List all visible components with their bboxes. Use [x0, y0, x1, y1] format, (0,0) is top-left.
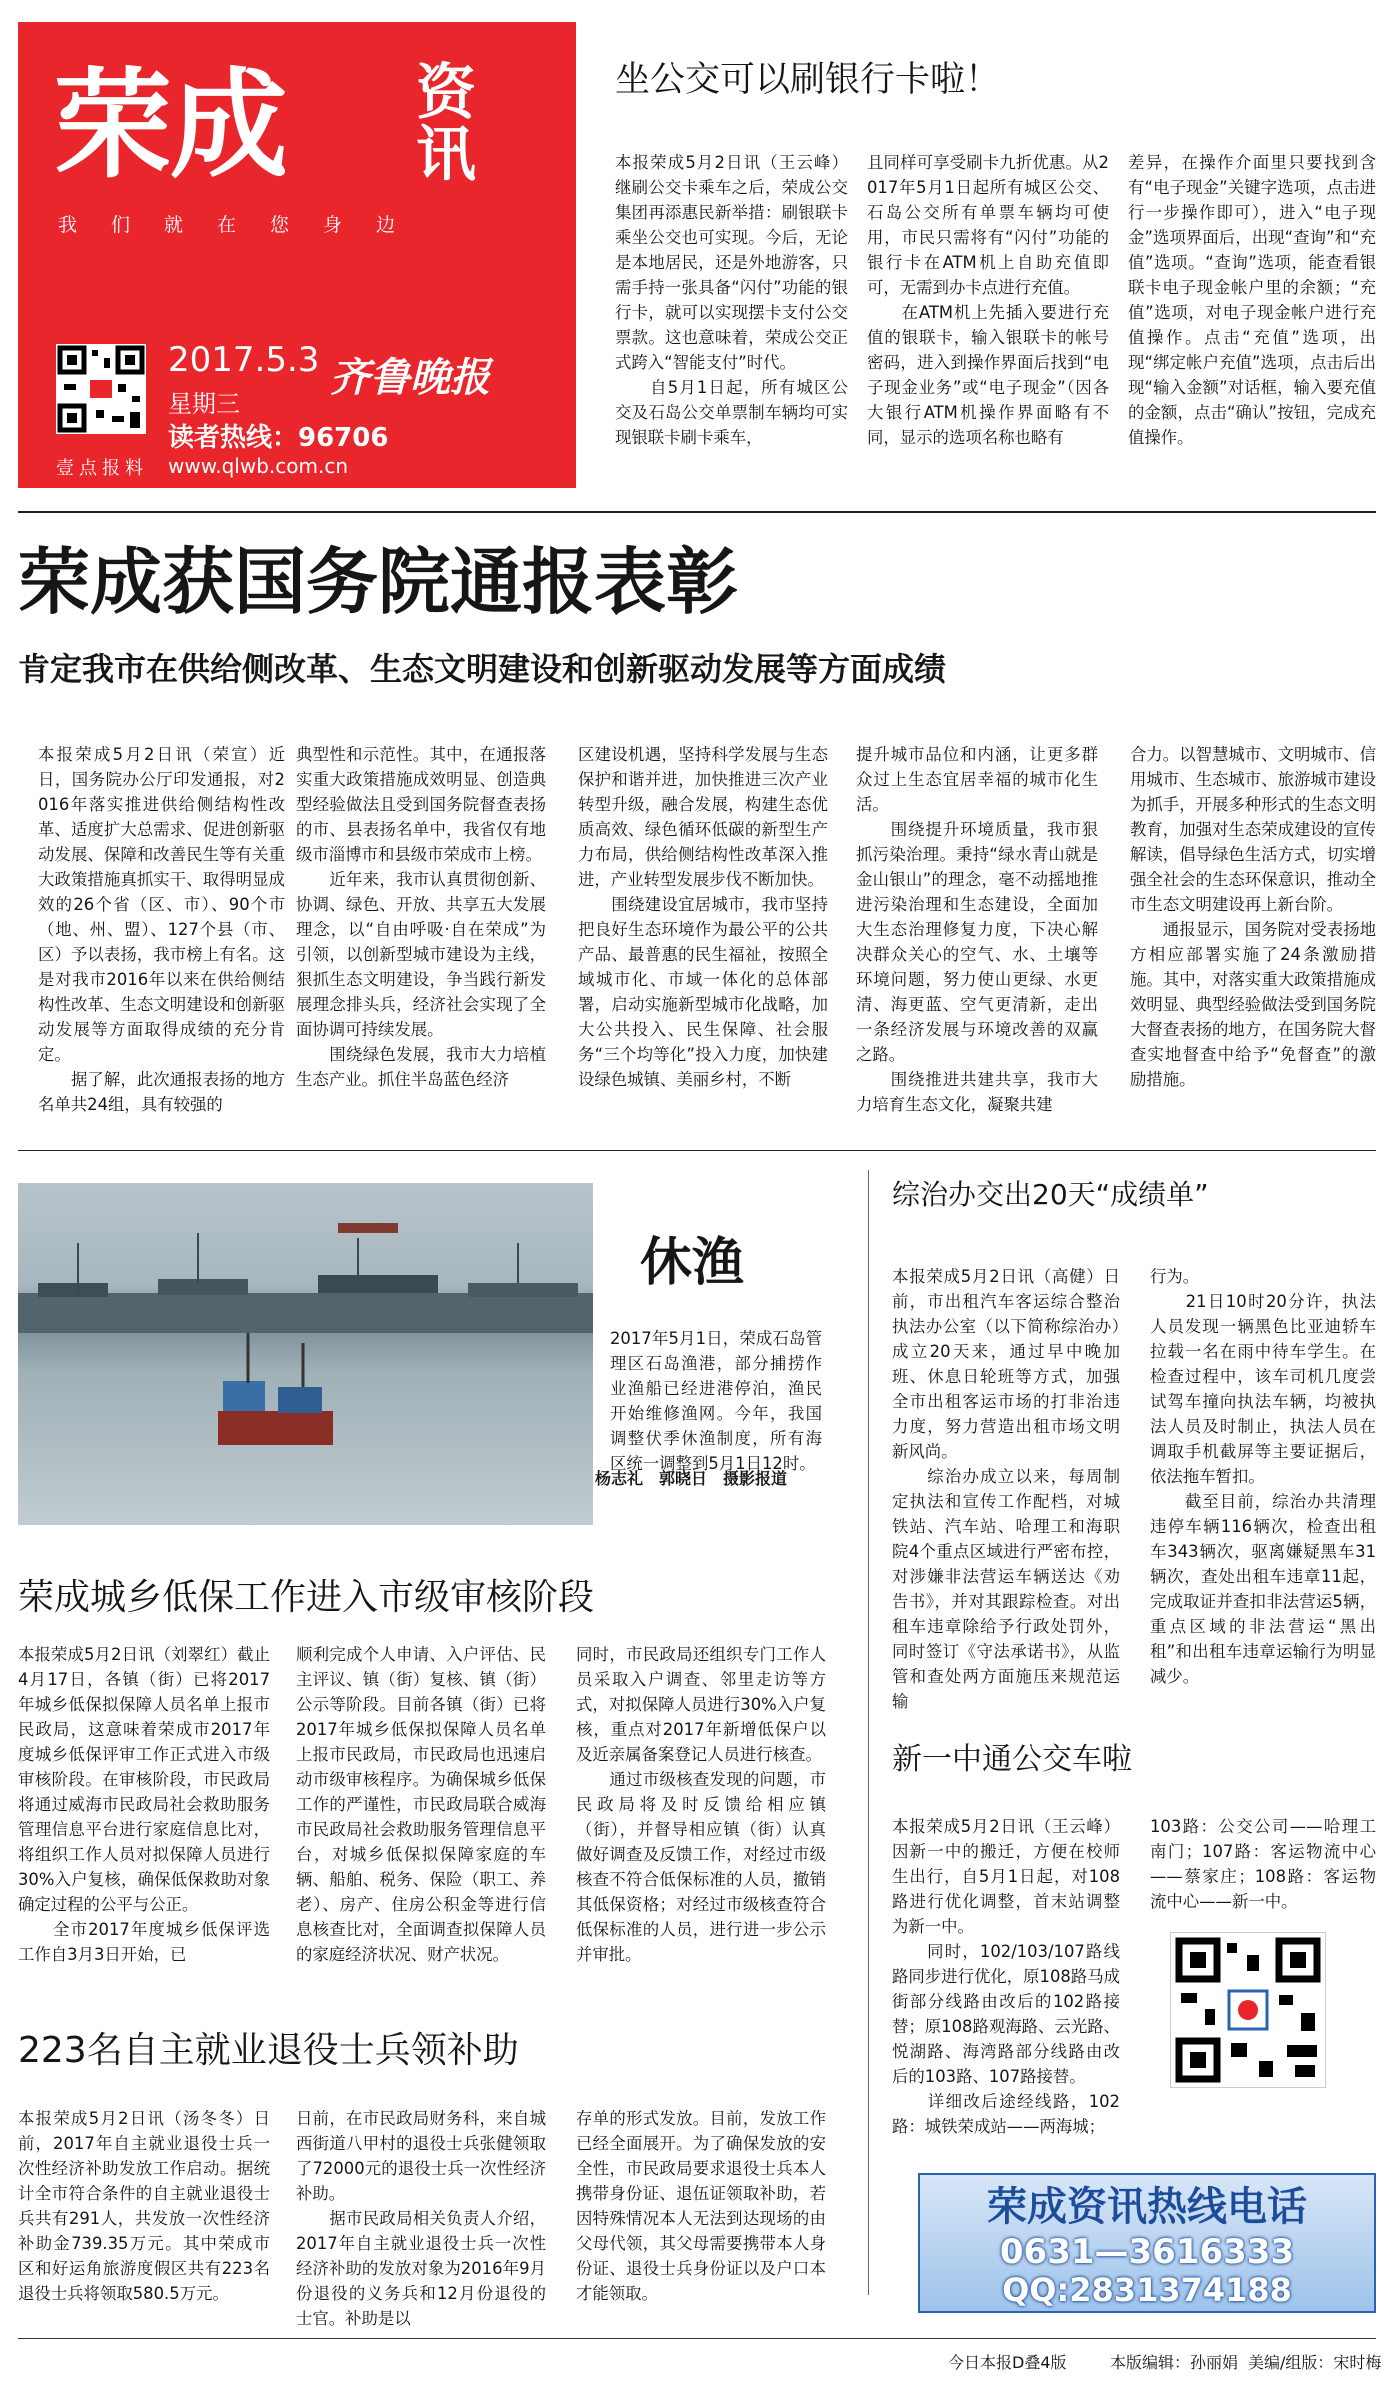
state-council-col4: 提升城市品位和内涵，让更多群众过上生态宜居幸福的城市化生活。 围绕提升环境质量，我市狠抓污染治理。秉持“绿水青山就是金山银山”的理念，毫不动摇地推进污染治理和生态建设，全面加大生态治理修复力度，下决心解决群众关心的空气、水、土壤等环境问题，努力使山更绿、水更清、海更蓝、空气更清新，走出一条经济发展与环境改善的双赢之路。 围绕推进共建共享，我市大力培育生态文化，凝聚共建 [856, 745, 1098, 1114]
masthead [18, 22, 576, 488]
veterans-col1: 本报荣成5月2日讯（汤冬冬）日前，2017年自主就业退役士兵一次性经济补助发放工作启动。据统计全市符合条件的自主就业退役士兵共有291人，共发放一次性经济补助金739.35万元。其中荣成市区和好运角旅游度假区共有223名退役士兵将领取580.5万元。 [18, 2109, 270, 2303]
bus-route-title: 新一中通公交车啦 [892, 1742, 1132, 1777]
qr-code-icon [1170, 1932, 1326, 2088]
veterans-title: 223名自主就业退役士兵领补助 [18, 2030, 519, 2071]
fishing-harbor-photo [18, 1183, 593, 1525]
masthead-title: 荣成 资讯 [54, 60, 286, 190]
hotline-promo-banner [918, 2173, 1376, 2313]
footer-pages: 今日本报D叠4版 [948, 2353, 1067, 2372]
promo-phone[interactable]: 0631—3616333 [999, 2232, 1295, 2272]
reader-hotline: 读者热线：96706 [168, 423, 389, 453]
fishing-ban-title: 休渔 [640, 1232, 745, 1293]
state-council-col3: 区建设机遇，坚持科学发展与生态保护和谐并进，加快推进三次产业转型升级，融合发展，构建生态优质高效、绿色循环低碳的新型生产力布局，供给侧结构性改革深入推进，产业转型发展步伐不断加快。 围绕建设宜居城市，我市坚持把良好生态环境作为最公平的公共产品、最普惠的民生福祉，按照全域城市化、市域一体化的总体部署，启动实施新型城市化战略，加大公共投入、民生保障、社会服务“三个均等化”投入力度，加快建设绿色城镇、美丽乡村，不断 [578, 745, 828, 1089]
promo-title: 荣成资讯热线电话 [987, 2184, 1307, 2230]
masthead-title-side: 资讯 [416, 58, 474, 190]
taxi-col2: 行为。 21日10时20分许，执法人员发现一辆黑色比亚迪轿车拉载一名在雨中待车学生。在检查过程中，该车司机几度尝试驾车撞向执法车辆，均被执法人员及时制止，执法人员在调取手机截屏等主要证据后，依法拖车暂扣。 截至目前，综治办共清理违停车辆116辆次，检查出租车343辆次，驱离嫌疑黑车31辆次，查处出租车违章11起，完成取证并查扣非法营运5辆，重点区域的非法营运“黑出租”和出租车违章运输行为明显减少。 [1150, 1267, 1376, 1686]
subsistence-col3: 同时，市民政局还组织专门工作人员采取入户调查、邻里走访等方式，对拟保障人员进行30%入户复核，重点对2017年新增低保户以及近亲属备案登记人员进行核查。 通过市级核查发现的问题，市民政局将及时反馈给相应镇（街），并督导相应镇（街）认真做好调查及反馈工作，对经过市级核查不符合低保标准的人员，撤销其低保资格；对经过市级核查符合低保标准的人员，进行进一步公示并审批。 [576, 1645, 826, 1964]
fishing-ban-caption: 2017年5月1日，荣成石岛管理区石岛渔港，部分捕捞作业渔船已经进港停泊，渔民开始维修渔网。今年，我国调整伏季休渔制度，所有海区统一调整到5月1日12时。 [610, 1329, 822, 1473]
taxi-col1: 本报荣成5月2日讯（高健）日前，市出租汽车客运综合整治执法办公室（以下简称综治办）成立20天来，通过早中晚加班、休息日轮班等方式，加强全市出租客运市场的打非治违力度，努力营造出租市场文明新风尚。 综治办成立以来，每周制定执法和宣传工作配档，对城铁站、汽车站、哈理工和海职院4个重点区域进行严密布控，对涉嫌非法营运车辆送达《劝告书》，并对其跟踪检查。对出租车违章除给予行政处罚外，同时签订《守法承诺书》，从监管和查处两方面施压来规范运输 [892, 1267, 1120, 1711]
column-divider [868, 1170, 869, 2295]
veterans-col3: 存单的形式发放。目前，发放工作已经全面展开。为了确保发放的安全性，市民政局要求退役士兵本人携带身份证、退伍证领取补助，若因特殊情况本人无法到达现场的由父母代领，其父母需要携带本人身份证、退役士兵身份证以及户口本才能领取。 [576, 2109, 826, 2303]
state-council-col5: 合力。以智慧城市、文明城市、信用城市、生态城市、旅游城市建设为抓手，开展多种形式的生态文明教育，加强对生态荣成建设的宣传解读，倡导绿色生活方式，切实增强全社会的生态环保意识，推动全市生态文明建设再上新台阶。 通报显示，国务院对受表扬地方相应部署实施了24条激励措施。其中，对落实重大政策措施成效明显、典型经验做法受到国务院大督查表扬的地方，在国务院大督查实地督查中给予“免督查”的激励措施。 [1130, 745, 1376, 1089]
state-council-headline: 荣成获国务院通报表彰 [18, 539, 739, 624]
fishing-ban-credit: 杨志礼 郭晓日 摄影报道 [595, 1469, 788, 1488]
subsistence-col2: 顺利完成个人申请、入户评估、民主评议、镇（街）复核、镇（街）公示等阶段。目前各镇（街）已将2017年城乡低保拟保障人员名单上报市民政局，市民政局也迅速启动市级审核程序。为确保城乡低保工作的严谨性，市民政局联合威海市民政局社会救助服务管理信息平台，对城乡低保拟保障家庭的车辆、船舶、税务、保险（职工、养老）、房产、住房公积金等进行信息核查比对，全面调查拟保障人员的家庭经济状况、财产状况。 [296, 1645, 546, 1964]
veterans-col2: 日前，在市民政局财务科，来自城西街道八甲村的退役士兵张健领取了72000元的退役士兵一次性经济补助。 据市民政局相关负责人介绍，2017年自主就业退役士兵一次性经济补助的发放对象为2016年9月份退役的义务兵和12月份退役的士官。补助是以 [296, 2109, 546, 2328]
bus-card-col3: 差异，在操作介面里只要找到含有“电子现金”关键字选项，点击进行一步操作即可），进入“电子现金”选项界面后，出现“查询”和“充值”选项。“查询”选项，能查看银联卡电子现金帐户里的余额；“充值”选项，对电子现金帐户进行充值操作。点击“充值”选项，出现“绑定帐户充值”选项，点击后出现“输入金额”对话框，输入要充值的金额，点击“确认”按钮，完成充值操作。 [1128, 153, 1376, 447]
issue-date: 2017.5.3 [168, 340, 320, 380]
qr-code-icon [56, 344, 146, 434]
section-divider [18, 1150, 1376, 1151]
state-council-col1: 本报荣成5月2日讯（荣宣）近日，国务院办公厅印发通报，对2016年落实推进供给侧结构性改革、适度扩大总需求、促进创新驱动发展、保障和改善民生等有关重大政策措施真抓实干、取得明显成效的26个省（区、市）、90个市（地、州、盟）、127个县（市、区）予以表扬，我市榜上有名。这是对我市2016年以来在供给侧结构性改革、生态文明建设和创新驱动发展等方面取得成绩的充分肯定。 据了解，此次通报表扬的地方名单共24组，具有较强的 [38, 745, 285, 1114]
footer-design: 美编/组版：宋时梅 [1248, 2353, 1382, 2372]
taxi-title: 综治办交出20天“成绩单” [892, 1178, 1209, 1211]
bus-route-col1: 本报荣成5月2日讯（王云峰）因新一中的搬迁，方便在校师生出行，自5月1日起，对108路进行优化调整，首末站调整为新一中。 同时，102/103/107路线路同步进行优化，原108路马成街部分线路由改后的102路接替；原108路观海路、云光路、悦湖路、海湾路部分线路由改后的103路、107路接替。 详细改后途经线路，102路：城铁荣成站——两海城； [892, 1817, 1120, 2136]
state-council-col2: 典型性和示范性。其中，在通报落实重大政策措施成效明显、创造典型经验做法且受到国务院督查表扬的市、县表扬名单中，我省仅有地级市淄博市和县级市荣成市上榜。 近年来，我市认真贯彻创新、协调、绿色、开放、共享五大发展理念，以“自由呼吸·自在荣成”为引领，以创新型城市建设为主线，狠抓生态文明建设，争当践行新发展理念排头兵，经济社会实现了全面协调可持续发展。 围绕绿色发展，我市大力培植生态产业。抓住半岛蓝色经济 [296, 745, 546, 1089]
bus-card-col1: 本报荣成5月2日讯（王云峰）继刷公交卡乘车之后，荣成公交集团再添惠民新举措：刷银联卡乘坐公交也可实现。今后，无论是本地居民，还是外地游客，只需手持一张具备“闪付”功能的银行卡，就可以实现摆卡支付公交票款。这也意味着，荣成公交正式跨入“智能支付”时代。 自5月1日起，所有城区公交及石岛公交单票制车辆均可实现银联卡刷卡乘车， [615, 153, 848, 447]
masthead-slogan: 我们就在您身边 [58, 214, 430, 236]
website-url[interactable]: www.qlwb.com.cn [168, 454, 348, 478]
bus-route-col2: 103路：公交公司——哈理工南门；107路：客运物流中心——蔡家庄；108路：客运物流中心——新一中。 [1150, 1817, 1376, 1911]
subsistence-col1: 本报荣成5月2日讯（刘翠红）截止4月17日，各镇（街）已将2017年城乡低保拟保障人员名单上报市民政局，这意味着荣成市2017年度城乡低保评审工作正式进入市级审核阶段。在审核阶段，市民政局将通过威海市民政局社会救助服务管理信息平台进行家庭信息比对，将组织工作人员对拟保障人员进行30%入户复核，确保低保救助对象确定过程的公平与公正。 全市2017年度城乡低保评选工作自3月3日开始，已 [18, 1645, 270, 1964]
footer-editor: 本版编辑：孙丽娟 [1110, 2353, 1239, 2372]
bus-card-col2: 且同样可享受刷卡九折优惠。从2017年5月1日起所有城区公交、石岛公交所有单票车辆均可使用，市民只需将有“闪付”功能的银行卡在ATM机上自助充值即可，无需到办卡点进行充值。 在ATM机上先插入要进行充值的银联卡，输入银联卡的帐号密码，进入到操作界面后找到“电子现金业务”或“电子现金”（因各大银行ATM机操作界面略有不同，显示的选项名称也略有 [867, 153, 1109, 447]
state-council-subheadline: 肯定我市在供给侧改革、生态文明建设和创新驱动发展等方面成绩 [18, 650, 947, 688]
bus-card-title: 坐公交可以刷银行卡啦！ [615, 60, 1001, 100]
footer-divider [18, 2338, 1376, 2339]
subsistence-title: 荣成城乡低保工作进入市级审核阶段 [18, 1577, 595, 1618]
section-divider [18, 511, 1376, 513]
report-label: 壹点报料 [56, 458, 148, 479]
paper-name-logo: 齐鲁晚报 [330, 354, 490, 401]
issue-weekday: 星期三 [168, 390, 240, 418]
promo-qq[interactable]: QQ:2831374188 [1002, 2271, 1292, 2309]
